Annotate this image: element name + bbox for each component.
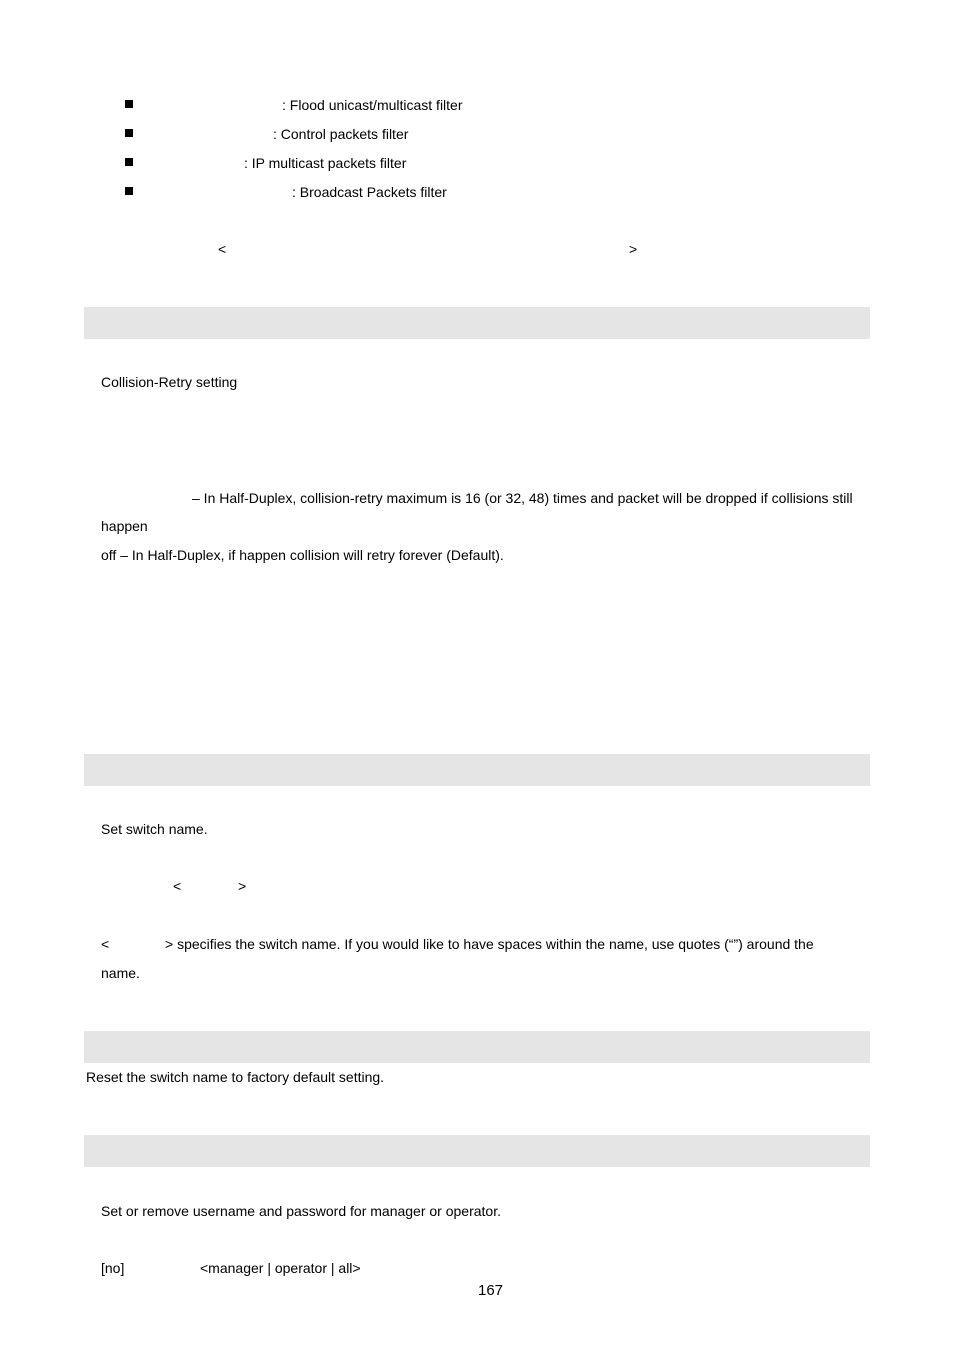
switch-name-param-text: > specifies the switch name. If you would like to have spaces within the name, use quotes (“”) around the [165,936,814,952]
switch-name-syntax-close: > [238,878,247,894]
syntax-close-bracket: > [629,241,638,257]
switch-name-syntax-open: < [173,878,182,894]
section-header-bar-user [84,1135,870,1167]
section-header-bar-reset-name [84,1031,870,1063]
user-description: Set or remove username and password for manager or operator. [101,1203,501,1219]
bullet-square-icon [125,158,133,166]
reset-name-description: Reset the switch name to factory default setting. [86,1069,385,1085]
collision-retry-on-text-cont: happen [101,518,148,534]
section-header-bar-switch-name [84,754,870,786]
bullet-square-icon [125,100,133,108]
bullet-square-icon [125,129,133,137]
switch-name-description: Set switch name. [101,821,208,837]
page-number: 167 [478,1282,504,1299]
section-header-bar-collision-retry [84,307,870,339]
switch-name-param-open: < [101,936,110,952]
filter-item-control: : Control packets filter [273,126,409,142]
bullet-square-icon [125,187,133,195]
collision-retry-on-text: – In Half-Duplex, collision-retry maximum is 16 (or 32, 48) times and packet will be dropped if collisions still [192,490,853,506]
collision-retry-description: Collision-Retry setting [101,374,238,390]
filter-item-ip-multicast: : IP multicast packets filter [244,155,407,171]
user-syntax-no: [no] [101,1260,125,1276]
switch-name-param-text-cont: name. [101,965,140,981]
filter-item-flood: : Flood unicast/multicast filter [282,97,463,113]
collision-retry-off-text: off – In Half-Duplex, if happen collision will retry forever (Default). [101,547,504,563]
user-syntax-args: <manager | operator | all> [200,1260,361,1276]
filter-item-broadcast: : Broadcast Packets filter [292,184,447,200]
syntax-open-bracket: < [218,241,227,257]
